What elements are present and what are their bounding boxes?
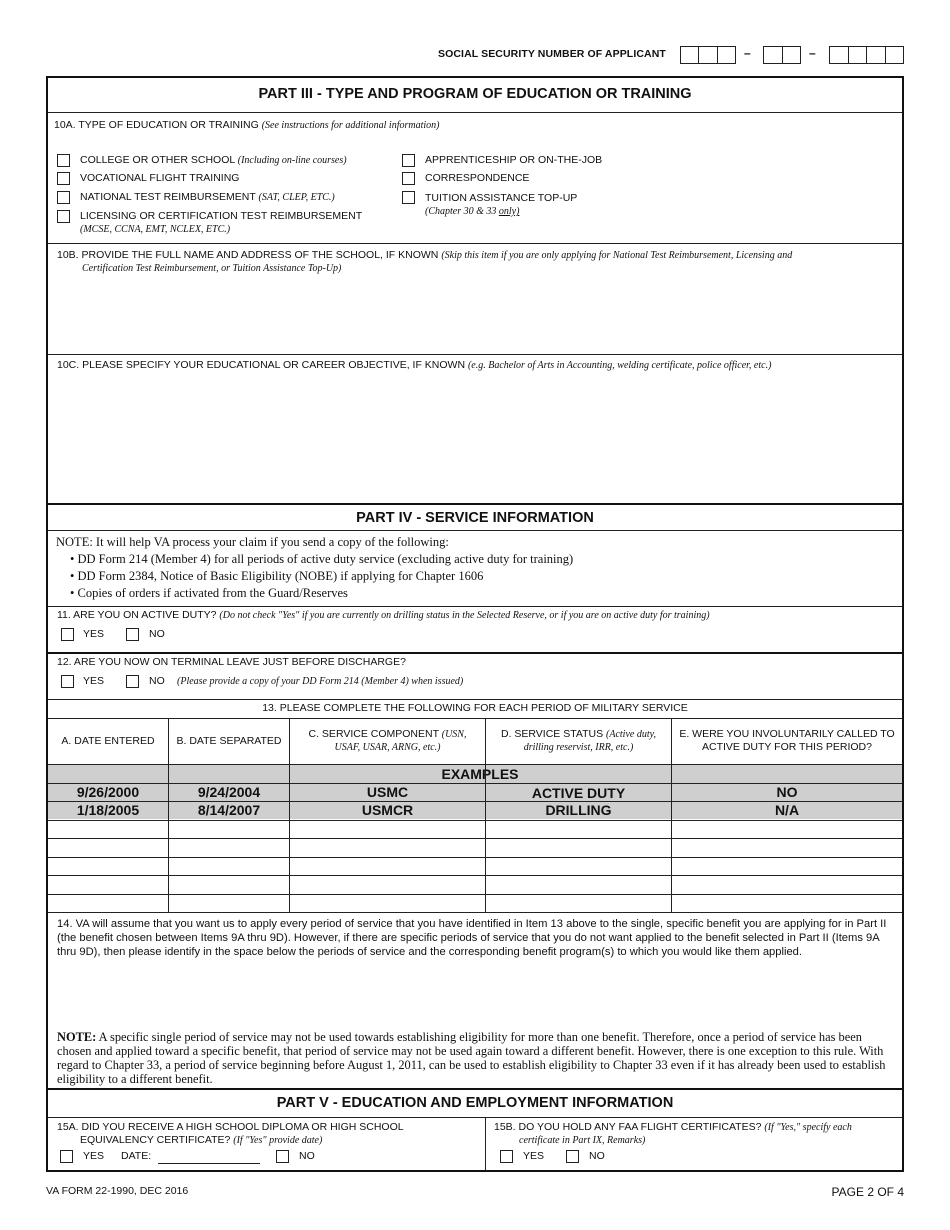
terminal-leave-yes-checkbox[interactable] <box>61 675 74 688</box>
divider <box>48 718 902 719</box>
examples-label: EXAMPLES <box>441 766 519 782</box>
service-period-row-2[interactable] <box>48 839 902 856</box>
col-e-header: E. WERE YOU INVOLUNTARILY CALLED TO ACTIVE DUTY FOR THIS PERIOD? <box>679 728 895 753</box>
page-number: PAGE 2 OF 4 <box>831 1185 904 1199</box>
correspondence-checkbox[interactable] <box>402 172 415 185</box>
service-note-item: • Copies of orders if activated from the Guard/Reserves <box>70 586 348 600</box>
hs-diploma-yes-label: YES <box>83 1150 105 1162</box>
school-name-address-field[interactable] <box>52 278 898 350</box>
column-divider <box>485 1117 486 1170</box>
table-col-line <box>168 718 169 912</box>
q10a-label: 10A. TYPE OF EDUCATION OR TRAINING (See instructions for additional information) <box>54 119 440 131</box>
hs-diploma-date-label: DATE: <box>121 1150 152 1162</box>
vocational-flight-label: VOCATIONAL FLIGHT TRAINING <box>80 172 240 184</box>
divider <box>48 699 902 700</box>
form-id: VA FORM 22-1990, DEC 2016 <box>46 1185 189 1197</box>
service-period-row-5[interactable] <box>48 895 902 912</box>
table-row-line <box>48 801 902 802</box>
service-benefit-allocation-field[interactable] <box>52 976 898 1028</box>
col-b-header: B. DATE SEPARATED <box>176 735 282 747</box>
licensing-test-note: (MCSE, CCNA, EMT, NCLEX, ETC.) <box>80 224 231 235</box>
correspondence-label: CORRESPONDENCE <box>425 172 530 184</box>
terminal-leave-no-checkbox[interactable] <box>126 675 139 688</box>
service-period-row-3[interactable] <box>48 858 902 875</box>
divider <box>48 354 902 355</box>
college-checkbox[interactable] <box>57 154 70 167</box>
q14-note: NOTE: A specific single period of service may not be used towards establishing eligibility for more than one benefit. Therefore, once a period of service has been chosen and applied toward a specific benefit, that period of service may not be used again toward a different benefit. However, there is one exception to this rule. With regard to Chapter 33, a period of service beginning before August 1, 2011, can be used to establish eligibility to Chapter 33 even if it has already been used to establish eligibility to a different benefit. <box>57 1030 886 1086</box>
part-4-title: PART IV - SERVICE INFORMATION <box>356 510 594 526</box>
q12-label: 12. ARE YOU NOW ON TERMINAL LEAVE JUST BEFORE DISCHARGE? <box>57 656 406 668</box>
service-period-row-4[interactable] <box>48 876 902 893</box>
example-1-component: USMC <box>366 784 409 800</box>
example-1-date-separated: 9/24/2004 <box>197 784 261 800</box>
q15a-label: 15A. DID YOU RECEIVE A HIGH SCHOOL DIPLOMA OR HIGH SCHOOL <box>57 1121 404 1133</box>
national-test-checkbox[interactable] <box>57 191 70 204</box>
college-option-label: COLLEGE OR OTHER SCHOOL (Including on-line courses) <box>80 154 347 166</box>
col-c-header: C. SERVICE COMPONENT (USN, USAF, USAR, ARNG, etc.) <box>308 728 467 753</box>
divider <box>48 112 902 113</box>
q10c-label: 10C. PLEASE SPECIFY YOUR EDUCATIONAL OR CAREER OBJECTIVE, IF KNOWN (e.g. Bachelor of Arts in Accounting, welding certificate, police officer, etc.) <box>57 359 772 371</box>
part-3-title: PART III - TYPE AND PROGRAM OF EDUCATION OR TRAINING <box>258 86 692 102</box>
licensing-test-checkbox[interactable] <box>57 210 70 223</box>
example-1-involuntary: NO <box>776 784 798 800</box>
divider <box>48 530 902 531</box>
section-divider <box>48 1088 902 1090</box>
ssn-dash-2: – <box>809 46 816 60</box>
q15b-note: certificate in Part IX, Remarks) <box>519 1135 646 1146</box>
example-2-component: USMCR <box>361 802 414 818</box>
example-2-status: DRILLING <box>545 802 612 818</box>
example-2-involuntary: N/A <box>774 802 800 818</box>
active-duty-no-checkbox[interactable] <box>126 628 139 641</box>
table-col-line <box>289 718 290 912</box>
q11-label: 11. ARE YOU ON ACTIVE DUTY? (Do not check "Yes" if you are currently on drilling status in the Selected Reserve, or if you are on active duty for training) <box>57 609 710 621</box>
terminal-leave-yes-label: YES <box>83 675 105 687</box>
ssn-part-1-input[interactable] <box>680 46 736 64</box>
vocational-flight-checkbox[interactable] <box>57 172 70 185</box>
divider <box>48 1117 902 1118</box>
section-divider <box>48 652 902 654</box>
ssn-part-3-input[interactable] <box>829 46 904 64</box>
example-2-date-entered: 1/18/2005 <box>76 802 140 818</box>
col-a-header: A. DATE ENTERED <box>61 735 155 747</box>
q14-text: 14. VA will assume that you want us to apply every period of service that you have identified in Item 13 above to the single, specific benefit you are applying for in Part II (the benefit chosen between Items 9A thru 9D). However, if there are specific periods of service that you do not want applied to the benefit selected in Part II (Items 9A thru 9D), then please identify in the space below the periods of service and the corresponding benefit program(s) to which you would like them applied. <box>57 918 887 958</box>
service-note-intro: NOTE: It will help VA process your claim if you send a copy of the following: <box>56 535 449 549</box>
table-row-line <box>48 783 902 784</box>
service-note-item: • DD Form 2384, Notice of Basic Eligibility (NOBE) if applying for Chapter 1606 <box>70 569 484 583</box>
terminal-leave-no-label: NO <box>149 675 165 687</box>
hs-diploma-date-input[interactable] <box>158 1150 260 1164</box>
section-divider <box>48 503 902 505</box>
active-duty-yes-label: YES <box>83 628 105 640</box>
faa-cert-no-checkbox[interactable] <box>566 1150 579 1163</box>
service-note-item: • DD Form 214 (Member 4) for all periods of active duty service (excluding active duty for training) <box>70 552 574 566</box>
tuition-topup-label: TUITION ASSISTANCE TOP-UP <box>425 192 578 204</box>
apprenticeship-checkbox[interactable] <box>402 154 415 167</box>
example-1-date-entered: 9/26/2000 <box>76 784 140 800</box>
divider <box>48 606 902 607</box>
service-period-row-1[interactable] <box>48 821 902 838</box>
tuition-topup-checkbox[interactable] <box>402 191 415 204</box>
table-col-line <box>485 718 486 912</box>
career-objective-field[interactable] <box>52 376 898 496</box>
q12-note: (Please provide a copy of your DD Form 214 (Member 4) when issued) <box>177 676 464 687</box>
apprenticeship-label: APPRENTICESHIP OR ON-THE-JOB <box>425 154 603 166</box>
q10b-label: 10B. PROVIDE THE FULL NAME AND ADDRESS OF THE SCHOOL, IF KNOWN (Skip this item if you are only applying for National Test Reimbursement, Licensing and <box>57 249 793 261</box>
part-5-title: PART V - EDUCATION AND EMPLOYMENT INFORMATION <box>276 1095 674 1111</box>
active-duty-yes-checkbox[interactable] <box>61 628 74 641</box>
faa-cert-no-label: NO <box>589 1150 605 1162</box>
example-1-status: ACTIVE DUTY <box>531 785 626 801</box>
hs-diploma-no-checkbox[interactable] <box>276 1150 289 1163</box>
tuition-topup-note: (Chapter 30 & 33 only) <box>425 206 520 217</box>
q15a-label-line2: EQUIVALENCY CERTIFICATE? (If "Yes" provide date) <box>80 1134 323 1146</box>
ssn-dash-1: – <box>744 46 751 60</box>
ssn-part-2-input[interactable] <box>763 46 801 64</box>
q13-label: 13. PLEASE COMPLETE THE FOLLOWING FOR EACH PERIOD OF MILITARY SERVICE <box>262 702 688 714</box>
licensing-test-label: LICENSING OR CERTIFICATION TEST REIMBURSEMENT <box>80 210 363 222</box>
faa-cert-yes-label: YES <box>523 1150 545 1162</box>
hs-diploma-yes-checkbox[interactable] <box>60 1150 73 1163</box>
col-d-header: D. SERVICE STATUS (Active duty, drilling reservist, IRR, etc.) <box>500 728 656 753</box>
divider <box>48 912 902 913</box>
divider <box>48 243 902 244</box>
example-2-date-separated: 8/14/2007 <box>197 802 261 818</box>
active-duty-no-label: NO <box>149 628 165 640</box>
q15b-label: 15B. DO YOU HOLD ANY FAA FLIGHT CERTIFICATES? (If "Yes," specify each <box>494 1121 852 1133</box>
ssn-label: SOCIAL SECURITY NUMBER OF APPLICANT <box>438 48 666 60</box>
table-col-line <box>671 718 672 912</box>
q10b-note: Certification Test Reimbursement, or Tuition Assistance Top-Up) <box>82 263 342 274</box>
national-test-label: NATIONAL TEST REIMBURSEMENT (SAT, CLEP, ETC.) <box>80 191 335 203</box>
faa-cert-yes-checkbox[interactable] <box>500 1150 513 1163</box>
form-frame <box>46 76 904 1172</box>
hs-diploma-no-label: NO <box>299 1150 315 1162</box>
